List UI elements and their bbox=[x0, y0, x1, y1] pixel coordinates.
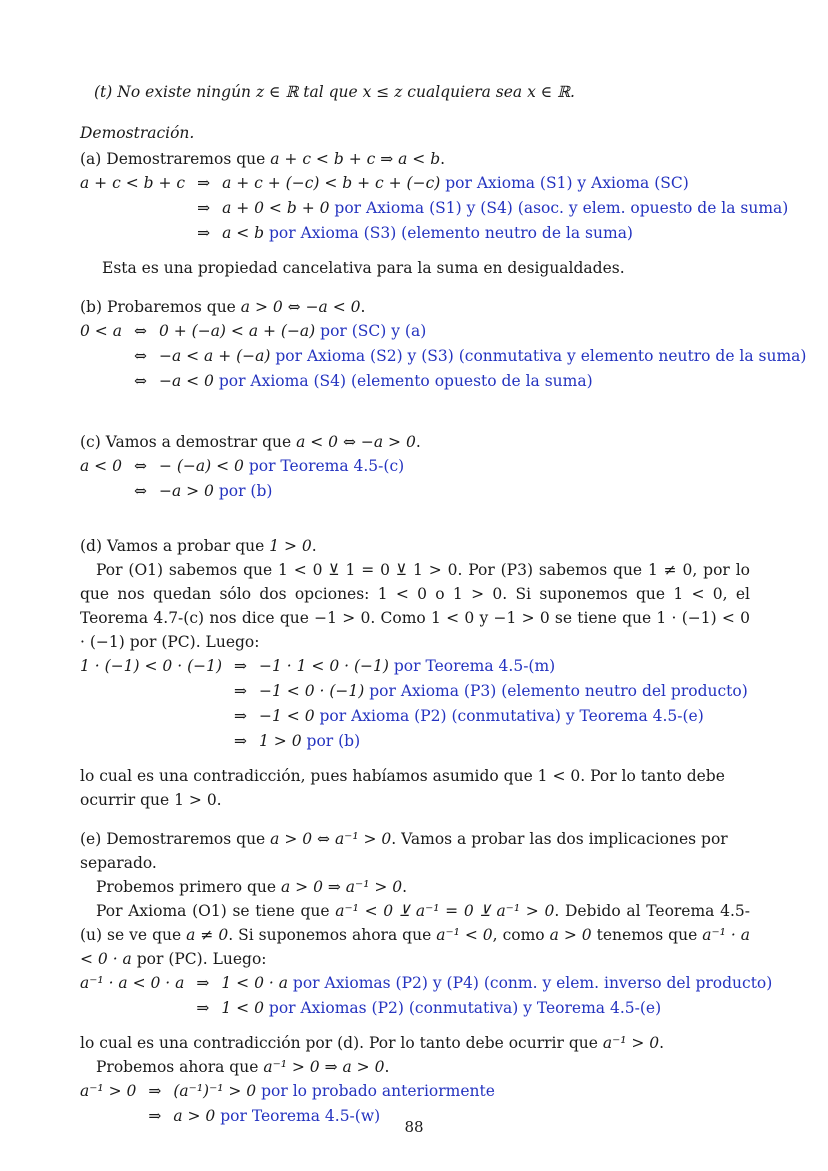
derivation-lhs bbox=[80, 196, 185, 221]
text-segment: tenemos que bbox=[591, 926, 703, 944]
para-cancelativa bbox=[102, 256, 750, 280]
math-expression: 1 < 0 bbox=[221, 999, 264, 1017]
justification-text: por lo probado anteriormente bbox=[256, 1082, 495, 1100]
derivation-row bbox=[80, 344, 806, 369]
math-expression: a + 0 < b + 0 bbox=[222, 199, 330, 217]
para-d bbox=[80, 558, 750, 654]
document-content bbox=[80, 80, 807, 1129]
text-segment: Por (O1) sabemos que 1 < 0 ⊻ 1 = 0 ⊻ 1 > 0. Por (P3) sabemos que 1 ≠ 0, por lo que nos quedan sólo dos opciones: 1 < 0 o 1 > 0. Si suponemos que 1 < 0, el Teorema 4.7-(c) nos dice que −1 > 0. Como 1 < 0 y −1 > 0 se tiene que 1 · (−1) < 0 · (−1) por (PC). Luego: bbox=[80, 561, 750, 651]
justification-text: por Axioma (P3) (elemento neutro del producto) bbox=[364, 682, 748, 700]
implication-arrow-icon: ⇔ bbox=[133, 322, 147, 340]
text-segment: a > 0 ⇒ a⁻¹ > 0 bbox=[281, 878, 403, 896]
text-segment: . bbox=[402, 878, 408, 896]
item-e bbox=[80, 827, 750, 875]
implication-arrow-icon: ⇒ bbox=[148, 1082, 162, 1100]
math-expression: − (−a) < 0 bbox=[158, 457, 244, 475]
math-expression: a > 0 bbox=[173, 1107, 216, 1125]
justification-text: por Axiomas (P2) y (P4) (conm. y elem. inverso del producto) bbox=[287, 974, 773, 992]
derivation-rhs bbox=[159, 319, 807, 344]
justification-text: por Axioma (S4) (elemento opuesto de la suma) bbox=[213, 372, 593, 390]
derivation-lhs: a⁻¹ · a < 0 · a bbox=[80, 974, 185, 992]
text-segment: Esta es una propiedad cancelativa para la suma en desigualdades. bbox=[102, 259, 625, 277]
text-segment: , como bbox=[492, 926, 550, 944]
text-segment: a > 0 bbox=[549, 926, 592, 944]
implication-arrow-icon: ⇒ bbox=[234, 732, 248, 750]
derivation-rhs bbox=[222, 171, 788, 196]
derivation-lhs bbox=[80, 729, 222, 754]
derivation-row bbox=[80, 479, 404, 504]
text-segment: . Si suponemos ahora que bbox=[228, 926, 437, 944]
justification-text: por Axioma (S3) (elemento neutro de la suma) bbox=[264, 224, 633, 242]
proof-label bbox=[80, 121, 750, 145]
implication-arrow-icon: ⇒ bbox=[196, 974, 210, 992]
math-expression: −a > 0 bbox=[158, 482, 214, 500]
derivation-row bbox=[80, 971, 772, 996]
text-segment: Por Axioma (O1) se tiene que bbox=[96, 902, 336, 920]
implication-arrow-icon: ⇔ bbox=[133, 372, 147, 390]
text-segment: a⁻¹ < 0 bbox=[436, 926, 493, 944]
text-segment: a⁻¹ > 0 bbox=[602, 1034, 660, 1052]
text-segment: a⁻¹ · a < 0 · a bbox=[80, 926, 750, 968]
derivation-lhs: a⁻¹ > 0 bbox=[80, 1082, 137, 1100]
text-segment: . bbox=[384, 1058, 390, 1076]
item-d bbox=[80, 534, 750, 558]
derivation-rhs bbox=[159, 479, 404, 504]
derivation-lhs bbox=[80, 996, 184, 1021]
text-segment: (d) Vamos a probar que bbox=[80, 537, 270, 555]
derivation-lhs bbox=[80, 369, 122, 394]
text-segment: 1 > 0 bbox=[269, 537, 312, 555]
justification-text: por Axioma (S1) y (S4) (asoc. y elem. opuesto de la suma) bbox=[329, 199, 789, 217]
derivation-lhs bbox=[80, 221, 185, 246]
para-probemos-ahora bbox=[80, 1055, 750, 1079]
text-segment: a > 0 ⇔ −a < 0 bbox=[240, 298, 361, 316]
item-c bbox=[80, 430, 750, 454]
implication-arrow-icon: ⇒ bbox=[197, 199, 211, 217]
justification-text: por (b) bbox=[301, 732, 361, 750]
para-probemos-primero bbox=[80, 875, 750, 899]
derivation-rhs bbox=[259, 729, 748, 754]
derivation-row bbox=[80, 996, 772, 1021]
derivation-lhs bbox=[80, 479, 122, 504]
deriv-c bbox=[80, 454, 404, 504]
justification-text: por (SC) y (a) bbox=[315, 322, 427, 340]
text-segment: . bbox=[311, 537, 317, 555]
justification-text: por Teorema 4.5-(m) bbox=[388, 657, 556, 675]
deriv-d bbox=[80, 654, 748, 754]
derivation-lhs bbox=[80, 704, 222, 729]
implication-arrow-icon: ⇒ bbox=[197, 224, 211, 242]
text-segment: . Vamos a probar las dos implicaciones por separado. bbox=[80, 830, 728, 872]
math-expression: 0 + (−a) < a + (−a) bbox=[158, 322, 316, 340]
text-segment: a + c < b + c ⇒ a < b bbox=[270, 150, 441, 168]
derivation-row bbox=[80, 729, 748, 754]
para-e bbox=[80, 899, 750, 971]
text-segment: . bbox=[659, 1034, 665, 1052]
derivation-row bbox=[80, 369, 806, 394]
math-expression: −1 · 1 < 0 · (−1) bbox=[259, 657, 389, 675]
text-segment: Probemos primero que bbox=[96, 878, 282, 896]
implication-arrow-icon: ⇔ bbox=[133, 347, 147, 365]
item-t bbox=[94, 80, 750, 104]
implication-arrow-icon: ⇒ bbox=[234, 657, 248, 675]
justification-text: por Teorema 4.5-(c) bbox=[243, 457, 405, 475]
deriv-e1 bbox=[80, 971, 772, 1021]
text-segment: a⁻¹ < 0 ⊻ a⁻¹ = 0 ⊻ a⁻¹ > 0 bbox=[335, 902, 555, 920]
derivation-row bbox=[80, 454, 404, 479]
implication-arrow-icon: ⇒ bbox=[197, 174, 211, 192]
justification-text: por (b) bbox=[213, 482, 273, 500]
derivation-rhs bbox=[222, 196, 788, 221]
item-a bbox=[80, 147, 750, 171]
derivation-row bbox=[80, 654, 748, 679]
text-segment: (t) No existe ningún z ∈ ℝ tal que x ≤ z cualquiera sea x ∈ ℝ. bbox=[94, 83, 575, 101]
derivation-row bbox=[80, 319, 806, 344]
math-expression: (a⁻¹)⁻¹ > 0 bbox=[173, 1082, 257, 1100]
derivation-rhs bbox=[222, 221, 788, 246]
text-segment: lo cual es una contradicción por (d). Por lo tanto debe ocurrir que bbox=[80, 1034, 603, 1052]
derivation-lhs bbox=[80, 344, 122, 369]
text-segment: a⁻¹ > 0 ⇒ a > 0 bbox=[263, 1058, 385, 1076]
derivation-rhs bbox=[221, 971, 772, 996]
text-segment: (a) Demostraremos que bbox=[80, 150, 271, 168]
derivation-row bbox=[80, 221, 788, 246]
derivation-rhs bbox=[159, 344, 807, 369]
text-segment: (b) Probaremos que bbox=[80, 298, 241, 316]
text-segment: . bbox=[415, 433, 421, 451]
text-segment: por (PC). Luego: bbox=[131, 950, 267, 968]
derivation-row bbox=[80, 196, 788, 221]
item-b bbox=[80, 295, 750, 319]
derivation-lhs bbox=[80, 679, 222, 704]
derivation-row bbox=[80, 171, 788, 196]
derivation-rhs bbox=[173, 1079, 495, 1104]
derivation-lhs: 0 < a bbox=[80, 322, 122, 340]
justification-text: por Axioma (S1) y Axioma (SC) bbox=[440, 174, 689, 192]
math-expression: 1 > 0 bbox=[259, 732, 302, 750]
derivation-row bbox=[80, 679, 748, 704]
text-segment: . Debido al Teorema 4.5-(u) se ve que bbox=[80, 902, 751, 944]
math-expression: a < b bbox=[222, 224, 265, 242]
math-expression: 1 < 0 · a bbox=[221, 974, 288, 992]
derivation-rhs bbox=[221, 996, 772, 1021]
derivation-lhs: 1 · (−1) < 0 · (−1) bbox=[80, 657, 223, 675]
deriv-b bbox=[80, 319, 806, 394]
implication-arrow-icon: ⇔ bbox=[133, 482, 147, 500]
justification-text: por Axiomas (P2) (conmutativa) y Teorema 4.5-(e) bbox=[263, 999, 662, 1017]
math-expression: −1 < 0 bbox=[259, 707, 315, 725]
text-segment: lo cual es una contradicción, pues habíamos asumido que 1 < 0. Por lo tanto debe ocurrir que 1 > 0. bbox=[80, 767, 725, 809]
text-segment: . bbox=[440, 150, 446, 168]
derivation-rhs bbox=[159, 369, 807, 394]
justification-text: por Teorema 4.5-(w) bbox=[215, 1107, 381, 1125]
math-expression: −a < a + (−a) bbox=[158, 347, 271, 365]
derivation-lhs: a < 0 bbox=[80, 457, 122, 475]
derivation-rhs bbox=[259, 654, 748, 679]
text-segment: a > 0 ⇔ a⁻¹ > 0 bbox=[270, 830, 392, 848]
derivation-rhs bbox=[259, 704, 748, 729]
implication-arrow-icon: ⇒ bbox=[196, 999, 210, 1017]
derivation-rhs bbox=[159, 454, 404, 479]
derivation-rhs bbox=[259, 679, 748, 704]
text-segment: Demostración. bbox=[80, 124, 195, 142]
para-contradiccion-d bbox=[80, 764, 750, 812]
implication-arrow-icon: ⇒ bbox=[234, 682, 248, 700]
implication-arrow-icon: ⇒ bbox=[148, 1107, 162, 1125]
derivation-row bbox=[80, 1079, 495, 1104]
implication-arrow-icon: ⇔ bbox=[133, 457, 147, 475]
math-expression: −1 < 0 · (−1) bbox=[259, 682, 365, 700]
text-segment: Probemos ahora que bbox=[96, 1058, 264, 1076]
deriv-a bbox=[80, 171, 788, 246]
math-expression: −a < 0 bbox=[158, 372, 214, 390]
implication-arrow-icon: ⇒ bbox=[234, 707, 248, 725]
justification-text: por Axioma (S2) y (S3) (conmutativa y elemento neutro de la suma) bbox=[270, 347, 807, 365]
text-segment: a ≠ 0 bbox=[186, 926, 229, 944]
derivation-row bbox=[80, 704, 748, 729]
text-segment: (e) Demostraremos que bbox=[80, 830, 271, 848]
text-segment: a < 0 ⇔ −a > 0 bbox=[296, 433, 416, 451]
justification-text: por Axioma (P2) (conmutativa) y Teorema 4.5-(e) bbox=[314, 707, 704, 725]
derivation-lhs: a + c < b + c bbox=[80, 174, 186, 192]
math-expression: a + c + (−c) < b + c + (−c) bbox=[222, 174, 441, 192]
text-segment: (c) Vamos a demostrar que bbox=[80, 433, 297, 451]
para-contradiccion-e bbox=[80, 1031, 750, 1055]
page-number: 88 bbox=[404, 1118, 424, 1136]
text-segment: . bbox=[360, 298, 366, 316]
